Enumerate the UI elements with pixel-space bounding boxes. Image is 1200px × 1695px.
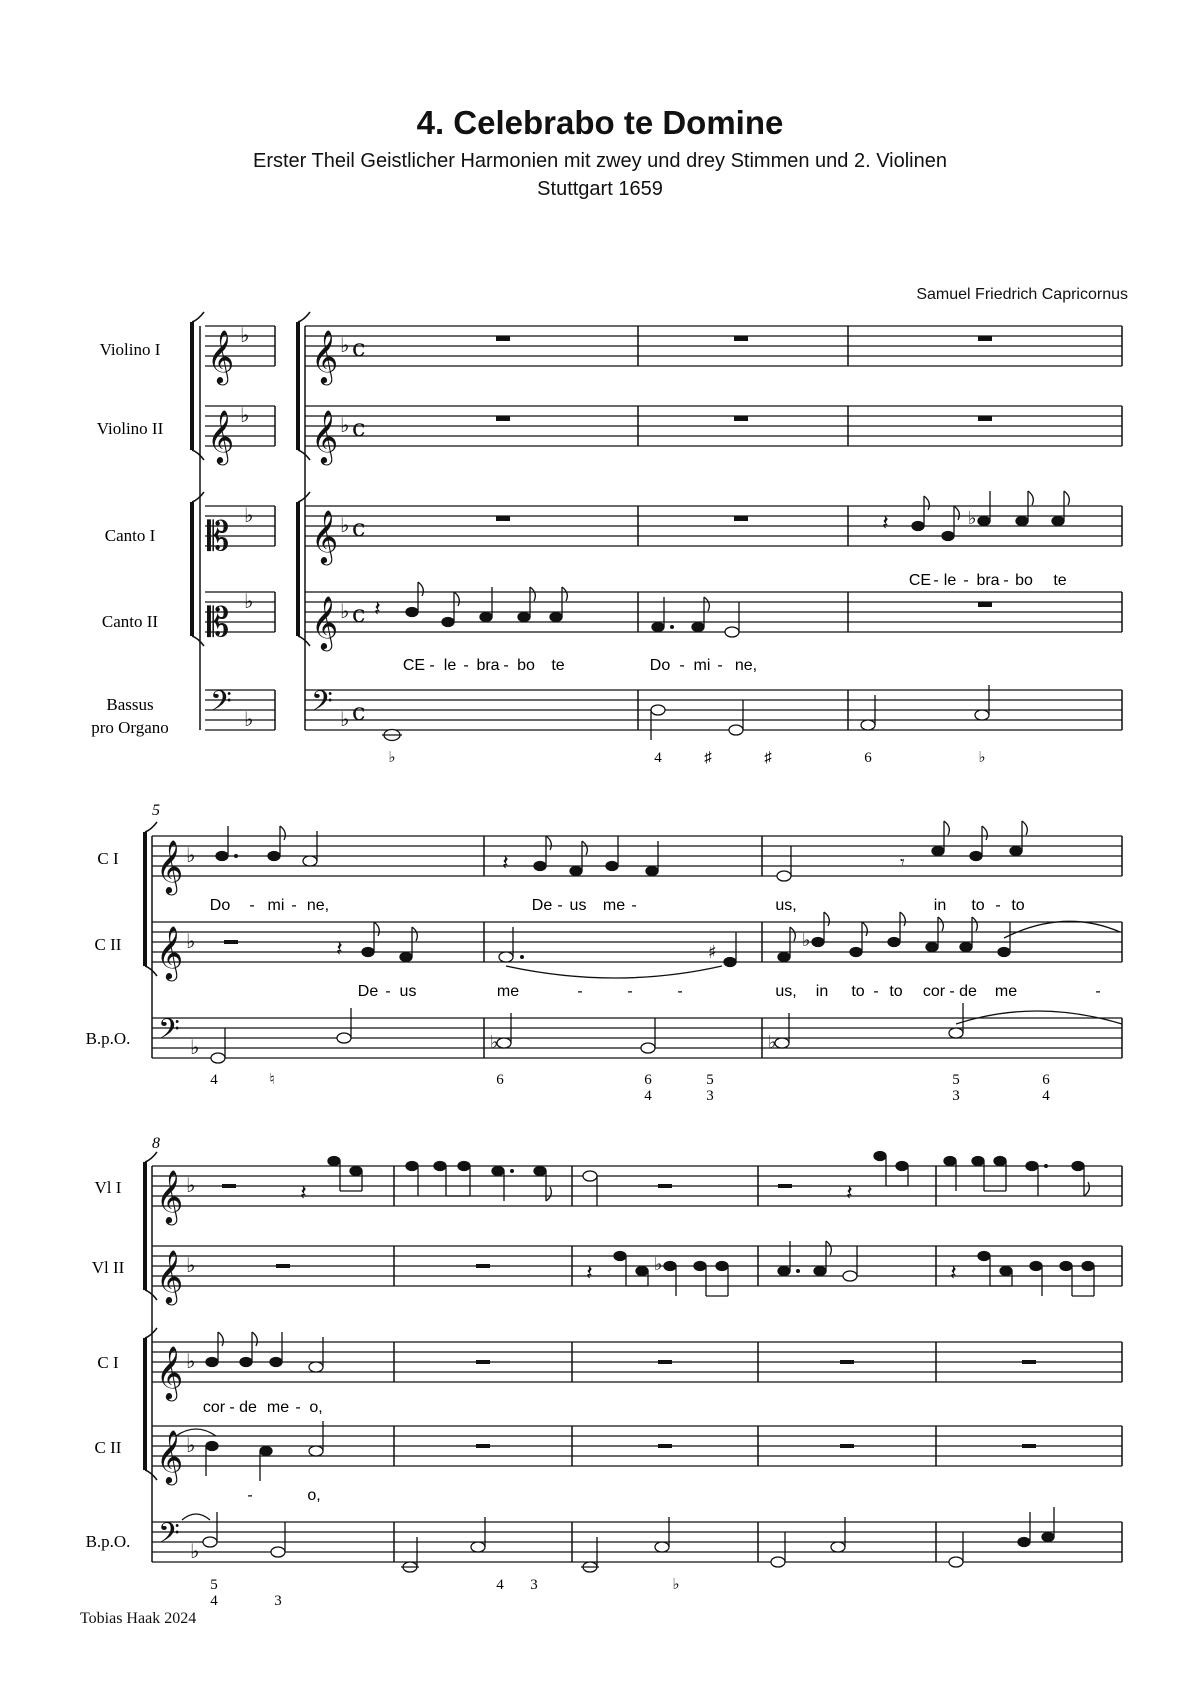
lyric-syllable: bra [476,657,500,674]
lyric-syllable: cor [202,1399,226,1416]
canto2-lyrics [403,657,757,674]
engraver-credit: Tobias Haak 2024 [80,1610,197,1627]
staff-label: C I [97,1353,119,1372]
lyric-syllable: - [291,897,297,914]
lyric-syllable: de [239,1399,257,1416]
treble-clef-icon: 𝄞 [156,839,184,893]
lyric-syllable: - [631,897,637,914]
lyric-syllable: - [249,897,255,914]
figured-bass: 5 [210,1577,218,1593]
lyric-syllable: us [569,897,587,914]
lyric-syllable: us [399,983,417,1000]
svg-text:♭: ♭ [186,929,196,953]
lyric-syllable: - [949,983,955,1000]
lyric-syllable: bra [976,572,1000,589]
system-3 [86,1135,1122,1609]
staff-label: C I [97,849,119,868]
treble-clef-icon: 𝄞 [207,329,235,383]
treble-clef-icon: 𝄞 [311,509,339,563]
svg-text:♭: ♭ [186,1349,196,1373]
lyric-syllable: o, [307,1487,321,1504]
lyric-syllable: - [577,983,583,1000]
lyric-syllable: CE [908,572,932,589]
figured-bass: ♮ [269,1072,275,1088]
svg-text:𝄽: 𝄽 [586,1261,593,1286]
staff-label: B.p.O. [85,1029,131,1048]
svg-text:𝄽: 𝄽 [300,1181,307,1206]
canto1-lyrics [909,572,1067,589]
svg-text:♭: ♭ [490,1032,499,1053]
figured-bass: 3 [952,1088,960,1104]
lyric-syllable: us, [775,897,797,914]
clefs [156,839,199,1059]
svg-text:𝄽: 𝄽 [336,937,343,962]
svg-text:𝄽: 𝄽 [502,851,509,876]
treble-clef-icon: 𝄞 [207,409,235,463]
lyric-syllable: o, [309,1399,323,1416]
figured-bass: ♯ [764,750,772,766]
figured-bass: ♭ [388,750,396,766]
publication-place-date: Stuttgart 1659 [537,178,663,200]
treble-clef-icon: 𝄞 [311,409,339,463]
svg-text:♭: ♭ [190,1539,200,1563]
svg-text:c: c [352,600,366,628]
lyric-syllable: le [943,572,957,589]
figured-bass: 4 [1042,1088,1050,1104]
svg-text:𝄽: 𝄽 [374,597,381,622]
bass-figures [210,1577,679,1609]
treble-clef-icon: 𝄞 [311,595,339,649]
svg-text:𝄽: 𝄽 [950,1261,957,1286]
lyric-syllable: de [959,983,977,1000]
lyric-syllable: te [1053,572,1067,589]
lyric-syllable: me [994,983,1018,1000]
canto2-notes [176,1421,1036,1481]
lyric-syllable: to [971,897,985,914]
svg-text:c: c [352,414,366,442]
lyric-syllable: in [933,897,947,914]
lyric-syllable: mi [267,897,285,914]
figured-bass: 5 [706,1072,714,1088]
svg-text:c: c [352,334,366,362]
system-2 [86,802,1122,1104]
lyric-syllable: ne, [306,897,330,914]
figured-bass: ♭ [978,750,986,766]
svg-text:♭: ♭ [340,333,350,357]
svg-text:♭: ♭ [190,1035,200,1059]
lyric-syllable: - [1095,983,1101,1000]
lyric-syllable: - [503,657,509,674]
page-title: 4. Celebrabo te Domine [416,104,784,141]
svg-text:♭: ♭ [802,930,811,951]
lyric-syllable: - [247,1487,253,1504]
svg-text:♭: ♭ [240,403,250,427]
lyric-syllable: to [889,983,903,1000]
figured-bass: 4 [654,750,662,766]
clefs [156,1169,199,1563]
bass-notes [382,685,989,741]
bass-clef-icon: 𝄢 [158,1517,180,1557]
lyric-syllable: us, [775,983,797,1000]
staff-label: Vl II [91,1258,125,1277]
barlines [152,1166,1122,1562]
lyric-syllable: - [429,657,435,674]
bass-notes [211,1003,1122,1063]
lyric-syllable: - [385,983,391,1000]
figured-bass: 4 [210,1072,218,1088]
staff-label: Vl I [94,1178,122,1197]
measure-number: 8 [152,1135,160,1152]
staff-label: C II [94,935,122,954]
lyric-syllable: - [557,897,563,914]
collection-subtitle: Erster Theil Geistlicher Harmonien mit zwey und drey Stimmen und 2. Violinen [252,150,947,172]
svg-text:♭: ♭ [240,323,250,347]
c-clef-icon: 𝄡 [207,600,230,646]
svg-text:♭: ♭ [244,589,254,613]
canto2-lyrics [358,983,1101,1000]
lyric-syllable: - [463,657,469,674]
figured-bass: 4 [644,1088,652,1104]
lyric-syllable: to [1011,897,1025,914]
svg-text:♭: ♭ [340,513,350,537]
bass-clef-icon: 𝄢 [210,685,232,725]
violin1-notes [222,1152,1089,1207]
svg-text:♭: ♭ [340,413,350,437]
treble-clef-icon: 𝄞 [311,329,339,383]
canto1-lyrics [210,897,1025,914]
bass-figures [210,1072,1050,1104]
canto1-notes [216,821,1027,881]
lyric-syllable: cor [922,983,946,1000]
violin2-notes [276,1241,1094,1296]
figured-bass: 3 [274,1593,282,1609]
staff-label: C II [94,1438,122,1457]
lyric-syllable: - [717,657,723,674]
figured-bass: 6 [1042,1072,1050,1088]
canto2-notes [374,582,739,637]
figured-bass: 6 [496,1072,504,1088]
lyric-syllable: - [627,983,633,1000]
svg-text:♭: ♭ [186,1433,196,1457]
lyric-syllable: CE [402,657,426,674]
figured-bass: 3 [530,1577,538,1593]
svg-text:♭: ♭ [654,1254,663,1275]
svg-text:♭: ♭ [244,503,254,527]
lyric-syllable: - [295,1399,301,1416]
staff-label: pro Organo [91,718,169,737]
lyric-syllable: te [551,657,565,674]
lyric-syllable: bo [517,657,535,674]
svg-text:♭: ♭ [186,843,196,867]
lyric-syllable: bo [1015,572,1033,589]
composer-name: Samuel Friedrich Capricornus [916,286,1128,303]
lyric-syllable: - [679,657,685,674]
figured-bass: 6 [644,1072,652,1088]
staff-label: Violino I [99,340,161,359]
staff-label: Bassus [106,695,154,714]
barlines [152,836,1122,1058]
lyric-syllable: to [851,983,865,1000]
svg-text:𝄽: 𝄽 [882,511,889,536]
lyric-syllable: - [873,983,879,1000]
svg-text:c: c [352,514,366,542]
staff-label: B.p.O. [85,1532,131,1551]
svg-text:♯: ♯ [708,942,717,963]
lyric-syllable: me [496,983,520,1000]
svg-text:𝄾: 𝄾 [900,852,905,873]
staff-label: Canto I [104,526,156,545]
treble-clef-icon: 𝄞 [156,1169,184,1223]
treble-clef-icon: 𝄞 [156,925,184,979]
canto1-lyrics [203,1399,323,1416]
svg-text:♭: ♭ [244,707,254,731]
svg-text:♭: ♭ [186,1253,196,1277]
lyric-syllable: in [815,983,829,1000]
lyric-syllable: me [266,1399,290,1416]
svg-text:c: c [352,698,366,726]
lyric-syllable: - [963,572,969,589]
system-1 [91,312,1122,766]
figured-bass: 4 [210,1593,218,1609]
figured-bass: 6 [864,750,872,766]
staff-lines [152,836,1122,1058]
figured-bass: 5 [952,1072,960,1088]
svg-text:𝄽: 𝄽 [846,1181,853,1206]
lyric-syllable: - [995,897,1001,914]
lyric-syllable: Do [649,657,671,674]
lyric-syllable: ne, [734,657,758,674]
svg-text:♭: ♭ [186,1173,196,1197]
lyric-syllable: mi [693,657,711,674]
lyric-syllable: De [531,897,553,914]
whole-rests [496,336,992,607]
figured-bass: ♭ [672,1577,680,1593]
staff-label: Canto II [101,612,159,631]
lyric-syllable: - [677,983,683,1000]
lyric-syllable: - [933,572,939,589]
treble-clef-icon: 𝄞 [156,1249,184,1303]
measure-number: 5 [152,802,160,819]
clefs [207,323,365,731]
figured-bass: 3 [706,1088,714,1104]
svg-text:♭: ♭ [968,508,977,529]
svg-text:♭: ♭ [340,599,350,623]
staff-label: Violino II [96,419,164,438]
lyric-syllable: Do [209,897,231,914]
treble-clef-icon: 𝄞 [156,1429,184,1483]
bass-clef-icon: 𝄢 [311,685,333,725]
svg-text:♭: ♭ [768,1032,777,1053]
lyric-syllable: - [1003,572,1009,589]
lyric-syllable: le [443,657,457,674]
figured-bass: ♯ [704,750,712,766]
bass-figures [388,750,985,766]
bass-clef-icon: 𝄢 [158,1013,180,1053]
lyric-syllable: De [357,983,379,1000]
canto2-lyrics [247,1487,320,1504]
svg-text:♭: ♭ [340,707,350,731]
staff-lines [152,1166,1122,1562]
treble-clef-icon: 𝄞 [156,1345,184,1399]
c-clef-icon: 𝄡 [207,514,230,560]
lyric-syllable: me [602,897,626,914]
figured-bass: 4 [496,1577,504,1593]
lyric-syllable: - [229,1399,235,1416]
